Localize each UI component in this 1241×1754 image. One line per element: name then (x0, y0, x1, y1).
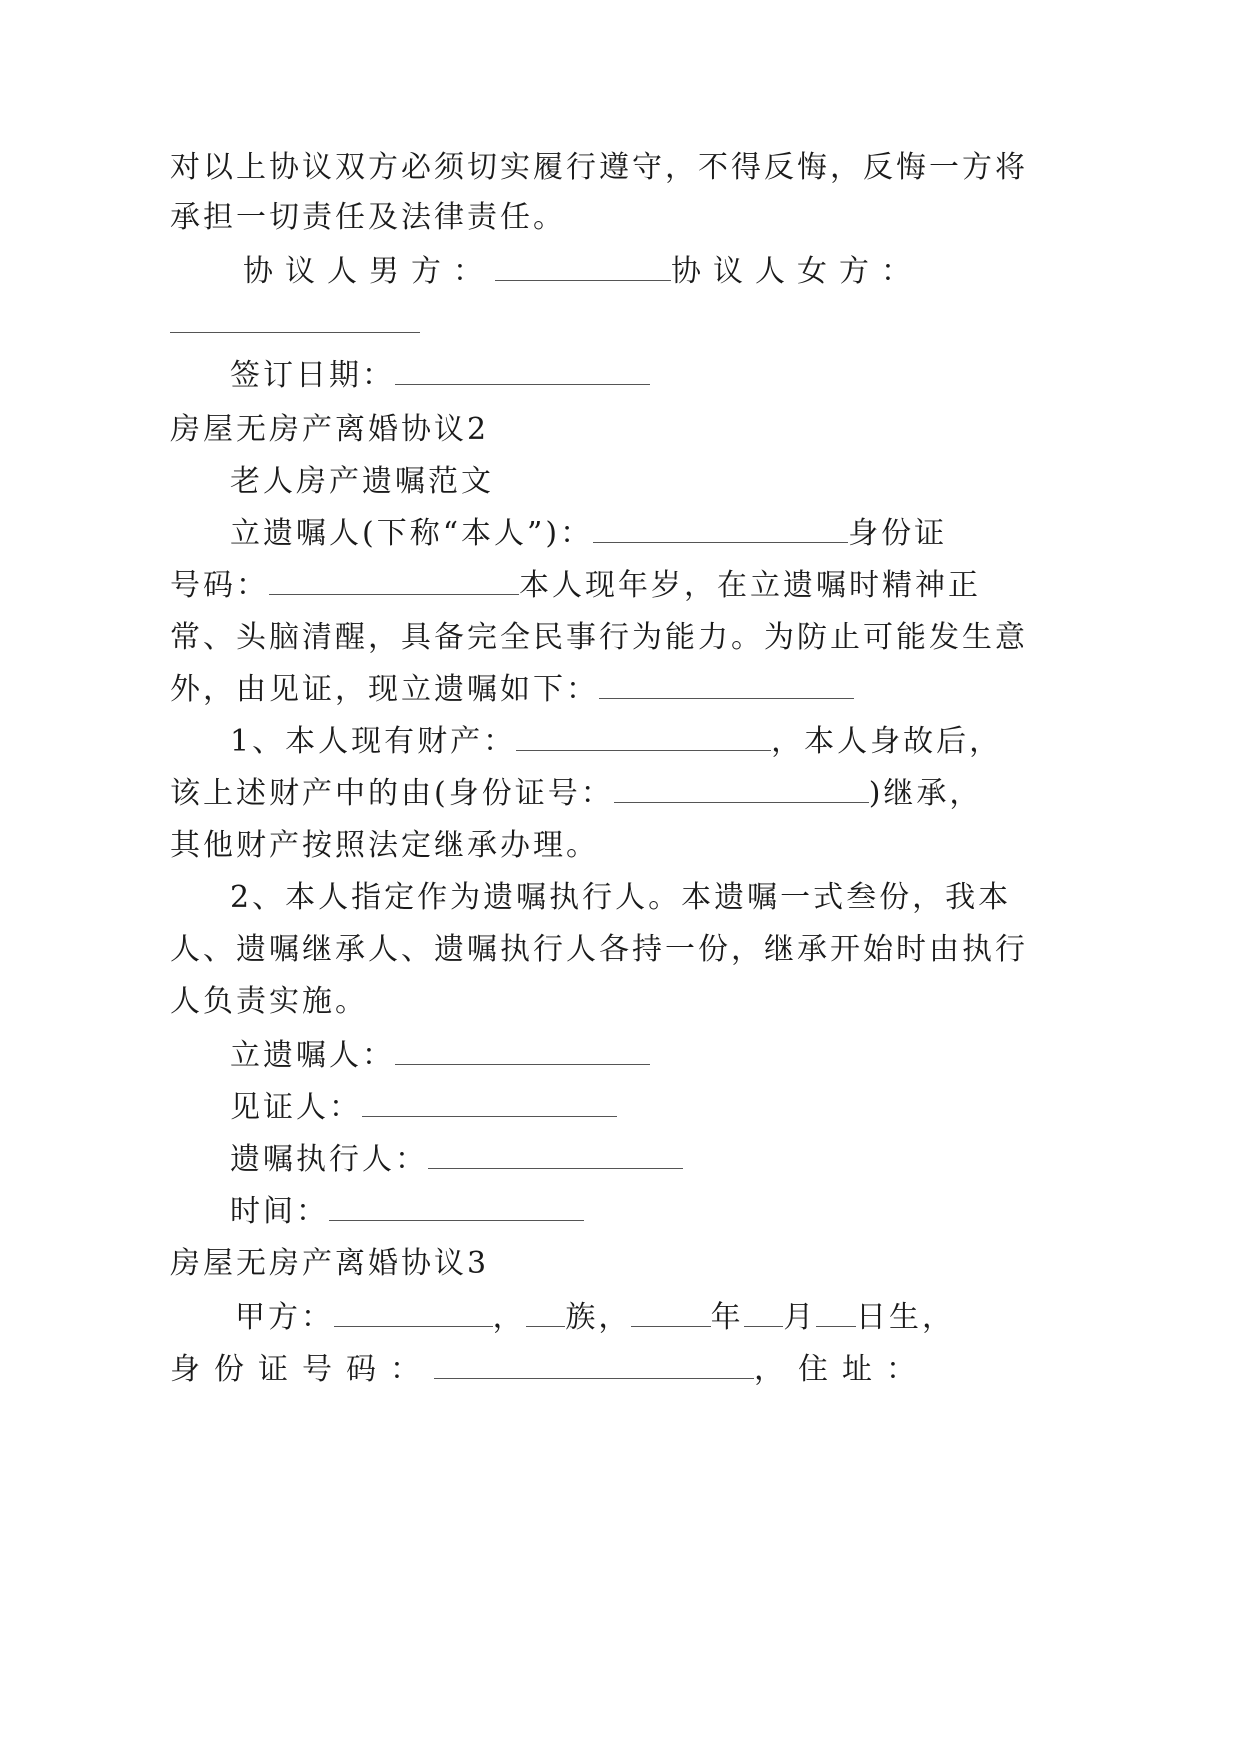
blank-line (516, 724, 771, 751)
witness-label: 见证人： (230, 1090, 362, 1125)
paragraph-text: 该上述财产中的由(身份证号： (170, 776, 614, 811)
paragraph-text: 1、本人现有财产： (230, 724, 517, 759)
section-heading (0, 1244, 1241, 1284)
text-line (0, 722, 1241, 762)
paragraph-text: ，本人身故后， (771, 724, 1003, 759)
time-blank (329, 1194, 584, 1221)
paragraph-text: 外，由见证，现立遗嘱如下： (170, 672, 599, 707)
text-line (0, 878, 1241, 918)
id-number-label: 身份证号码： (170, 1352, 434, 1387)
address-label: 住址： (798, 1352, 930, 1387)
paragraph-text: )继承， (868, 776, 983, 811)
paragraph-text: 2、本人指定作为遗嘱执行人。本遗嘱一式叁份，我本 (230, 880, 1012, 915)
text-line (0, 148, 1241, 188)
paragraph-text: 号码： (170, 568, 269, 603)
paragraph-text: ， (492, 1300, 526, 1335)
text-line (0, 1088, 1241, 1128)
text-line (0, 198, 1241, 238)
testator-label: 立遗嘱人： (230, 1038, 395, 1073)
paragraph-text: 人、遗嘱继承人、遗嘱执行人各持一份，继承开始时由执行 (170, 932, 1028, 967)
blank-line (599, 672, 854, 699)
time-label: 时间： (230, 1194, 329, 1229)
witness-blank (362, 1090, 617, 1117)
text-line (0, 774, 1241, 814)
executor-label: 遗嘱执行人： (230, 1142, 428, 1177)
female-party-label: 协议人女方： (671, 254, 923, 289)
blank-line (593, 516, 848, 543)
signature-line-parties (243, 252, 923, 292)
month-blank (744, 1300, 784, 1327)
paragraph-text: 立遗嘱人(下称“本人”)： (230, 516, 594, 551)
text-line (0, 514, 1241, 554)
section-title: 房屋无房产离婚协议2 (170, 412, 490, 447)
section-title: 房屋无房产离婚协议3 (170, 1246, 490, 1281)
male-party-label: 协议人男方： (243, 254, 495, 289)
year-blank (631, 1300, 710, 1327)
text-line (0, 930, 1241, 970)
executor-blank (428, 1142, 683, 1169)
paragraph-text: 常、头脑清醒，具备完全民事行为能力。为防止可能发生意 (170, 620, 1028, 655)
paragraph-text: 对以上协议双方必须切实履行遵守，不得反悔，反悔一方将 (170, 150, 1028, 185)
ethnicity-blank (526, 1300, 566, 1327)
text-line (0, 982, 1241, 1022)
paragraph-text: 族， (565, 1300, 632, 1335)
paragraph-text: 承担一切责任及法律责任。 (170, 200, 566, 235)
text-line (0, 356, 1241, 396)
male-party-blank (495, 254, 671, 281)
text-line (0, 618, 1241, 658)
day-blank (816, 1300, 856, 1327)
party-a-label: 甲方： (235, 1300, 334, 1335)
text-line (0, 304, 1241, 344)
text-line (0, 1140, 1241, 1180)
testator-blank (395, 1038, 650, 1065)
paragraph-text: ， (754, 1352, 798, 1387)
text-line (0, 826, 1241, 866)
id-number-line (170, 1350, 930, 1390)
blank-line (269, 568, 519, 595)
text-line (0, 670, 1241, 710)
subtitle: 老人房产遗嘱范文 (230, 464, 494, 499)
female-party-blank (170, 306, 420, 333)
sign-date-label: 签订日期： (230, 358, 395, 393)
text-line (0, 1036, 1241, 1076)
paragraph-text: 其他财产按照法定继承办理。 (170, 828, 599, 863)
name-blank (334, 1300, 493, 1327)
blank-line (614, 776, 869, 803)
paragraph-text: 日生， (856, 1300, 956, 1335)
paragraph-text: 年 (710, 1300, 744, 1335)
paragraph-text: 身份证 (848, 516, 948, 551)
party-a-line (235, 1298, 955, 1338)
paragraph-text: 本人现年岁，在立遗嘱时精神正 (519, 568, 981, 603)
text-line (0, 1192, 1241, 1232)
paragraph-text: 月 (783, 1300, 817, 1335)
paragraph-text: 人负责实施。 (170, 984, 368, 1019)
section-heading (0, 410, 1241, 450)
text-line (0, 566, 1241, 606)
id-number-blank (434, 1352, 754, 1379)
sign-date-blank (395, 358, 650, 385)
text-line (0, 462, 1241, 502)
